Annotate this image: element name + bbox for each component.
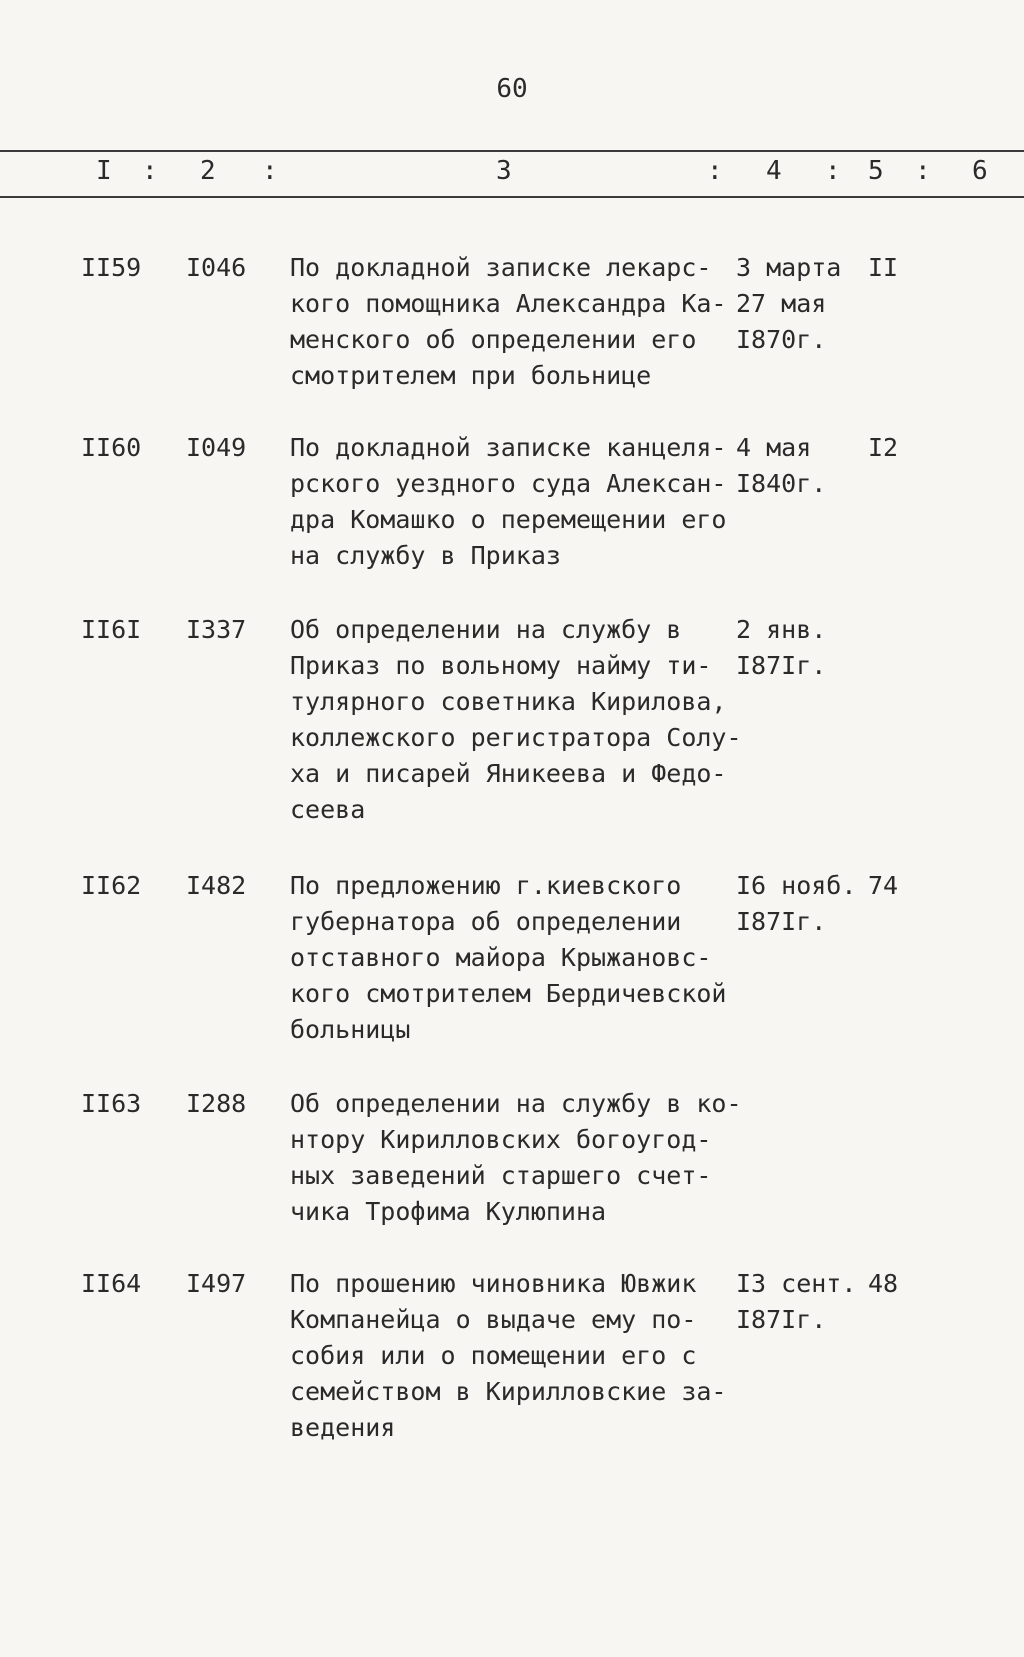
title-line: кого помощника Александра Ка-: [290, 289, 727, 318]
title-line: дра Комашко о перемещении его: [290, 505, 727, 534]
case-number: I049: [186, 433, 247, 462]
header-bottom-rule: [0, 196, 1024, 198]
date-line: I87Iг.: [736, 651, 827, 680]
date-line: 27 мая: [736, 289, 827, 318]
sheet-count: I2: [868, 433, 899, 462]
title-line: сеева: [290, 795, 366, 824]
title-line: тулярного советника Кирилова,: [290, 687, 727, 716]
case-number: I497: [186, 1269, 247, 1298]
title-line: на службу в Приказ: [290, 541, 561, 570]
column-separator: :: [707, 156, 723, 186]
title-line: ведения: [290, 1413, 396, 1442]
date-line: I840г.: [736, 469, 827, 498]
column-header-1: I: [96, 156, 112, 186]
title-line: чика Трофима Кулюпина: [290, 1197, 607, 1226]
row-number: II63: [81, 1089, 142, 1118]
date-line: I6 нояб.: [736, 871, 857, 900]
title-line: ных заведений старшего счет-: [290, 1161, 712, 1190]
case-title: [290, 868, 727, 1048]
sheet-count: 74: [868, 871, 899, 900]
page-number: 60: [496, 74, 528, 104]
date-line: 4 мая: [736, 433, 812, 462]
column-header-6: 6: [972, 156, 988, 186]
title-line: семейством в Кирилловские за-: [290, 1377, 727, 1406]
case-title: [290, 1266, 727, 1446]
date-line: 2 янв.: [736, 615, 827, 644]
row-number: II6I: [81, 615, 142, 644]
title-line: рского уездного суда Алексан-: [290, 469, 727, 498]
title-line: смотрителем при больнице: [290, 361, 652, 390]
column-separator: :: [262, 156, 278, 186]
case-dates: [736, 612, 826, 684]
column-separator: :: [915, 156, 931, 186]
title-line: собия или о помещении его с: [290, 1341, 697, 1370]
date-line: I870г.: [736, 325, 827, 354]
title-line: Об определении на службу в ко-: [290, 1089, 742, 1118]
title-line: кого смотрителем Бердичевской: [290, 979, 727, 1008]
column-header-4: 4: [766, 156, 782, 186]
title-line: губернатора об определении: [290, 907, 682, 936]
case-title: [290, 1086, 742, 1230]
title-line: По докладной записке канцеля-: [290, 433, 727, 462]
case-number: I482: [186, 871, 247, 900]
date-line: 3 марта: [736, 253, 842, 282]
column-separator: :: [825, 156, 841, 186]
row-number: II60: [81, 433, 142, 462]
title-line: больницы: [290, 1015, 411, 1044]
title-line: Компанейца о выдаче ему по-: [290, 1305, 697, 1334]
column-separator: :: [142, 156, 158, 186]
case-number: I337: [186, 615, 247, 644]
title-line: менского об определении его: [290, 325, 697, 354]
date-line: I87Iг.: [736, 907, 827, 936]
title-line: Приказ по вольному найму ти-: [290, 651, 712, 680]
row-number: II59: [81, 253, 142, 282]
title-line: Об определении на службу в: [290, 615, 682, 644]
case-dates: [736, 430, 826, 502]
row-number: II62: [81, 871, 142, 900]
column-header-2: 2: [200, 156, 216, 186]
column-header-3: 3: [496, 156, 512, 186]
title-line: По докладной записке лекарс-: [290, 253, 712, 282]
header-top-rule: [0, 150, 1024, 152]
case-title: [290, 430, 727, 574]
date-line: I3 сент.: [736, 1269, 857, 1298]
date-line: I87Iг.: [736, 1305, 827, 1334]
case-dates: [736, 1266, 856, 1338]
row-number: II64: [81, 1269, 142, 1298]
sheet-count: 48: [868, 1269, 899, 1298]
case-dates: [736, 250, 841, 358]
sheet-count: II: [868, 253, 899, 282]
title-line: отставного майора Крыжановс-: [290, 943, 712, 972]
column-header-5: 5: [868, 156, 884, 186]
title-line: коллежского регистратора Солу-: [290, 723, 742, 752]
title-line: По предложению г.киевского: [290, 871, 682, 900]
title-line: По прошению чиновника Ювжик: [290, 1269, 697, 1298]
case-number: I288: [186, 1089, 247, 1118]
case-dates: [736, 868, 856, 940]
title-line: нтору Кирилловских богоугод-: [290, 1125, 712, 1154]
case-title: [290, 250, 727, 394]
case-number: I046: [186, 253, 247, 282]
case-title: [290, 612, 742, 828]
title-line: ха и писарей Яникеева и Федо-: [290, 759, 727, 788]
